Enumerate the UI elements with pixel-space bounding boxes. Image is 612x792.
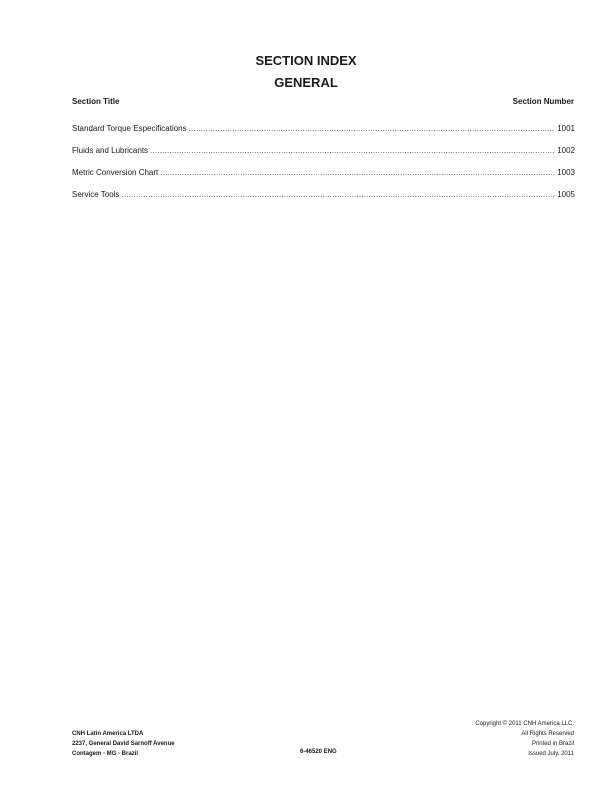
toc-entry-number: 1005 — [557, 190, 575, 199]
column-header-section-number: Section Number — [512, 97, 574, 106]
table-of-contents — [72, 124, 575, 212]
toc-entry-number: 1003 — [557, 168, 575, 177]
footer-city: Contagem - MG - Brazil — [72, 751, 139, 757]
toc-leader-dots — [121, 190, 555, 199]
toc-entry[interactable] — [72, 190, 575, 212]
toc-leader-dots — [189, 124, 556, 133]
column-header-section-title: Section Title — [72, 97, 120, 106]
footer-doc-number: 6-46520 ENG — [300, 749, 337, 755]
toc-entry-title: Metric Conversion Chart — [72, 168, 159, 177]
page-title: SECTION INDEX — [255, 53, 357, 68]
toc-entry-number: 1002 — [557, 146, 575, 155]
toc-entry-number: 1001 — [557, 124, 575, 133]
footer-printed: Printed in Brazil — [531, 741, 574, 747]
page-subtitle: GENERAL — [274, 75, 338, 90]
toc-leader-dots — [160, 168, 555, 177]
footer-rights: All Rights Reserved — [521, 731, 574, 737]
footer-issued: Issued July, 2011 — [528, 751, 574, 757]
footer-address: 2237, General David Sarnoff Avenue — [72, 741, 175, 747]
toc-leader-dots — [150, 146, 555, 155]
toc-entry[interactable] — [72, 146, 575, 168]
footer-company-block — [72, 729, 175, 759]
toc-entry-title: Service Tools — [72, 190, 120, 199]
footer-copyright-block — [475, 719, 574, 759]
footer-copyright: Copyright © 2011 CNH America LLC. — [475, 721, 574, 727]
toc-entry-title: Standard Torque Especifications — [72, 124, 187, 133]
toc-entry[interactable] — [72, 124, 575, 146]
toc-entry[interactable] — [72, 168, 575, 190]
footer-company: CNH Latin America LTDA — [72, 731, 144, 737]
toc-entry-title: Fluids and Lubricants — [72, 146, 149, 155]
